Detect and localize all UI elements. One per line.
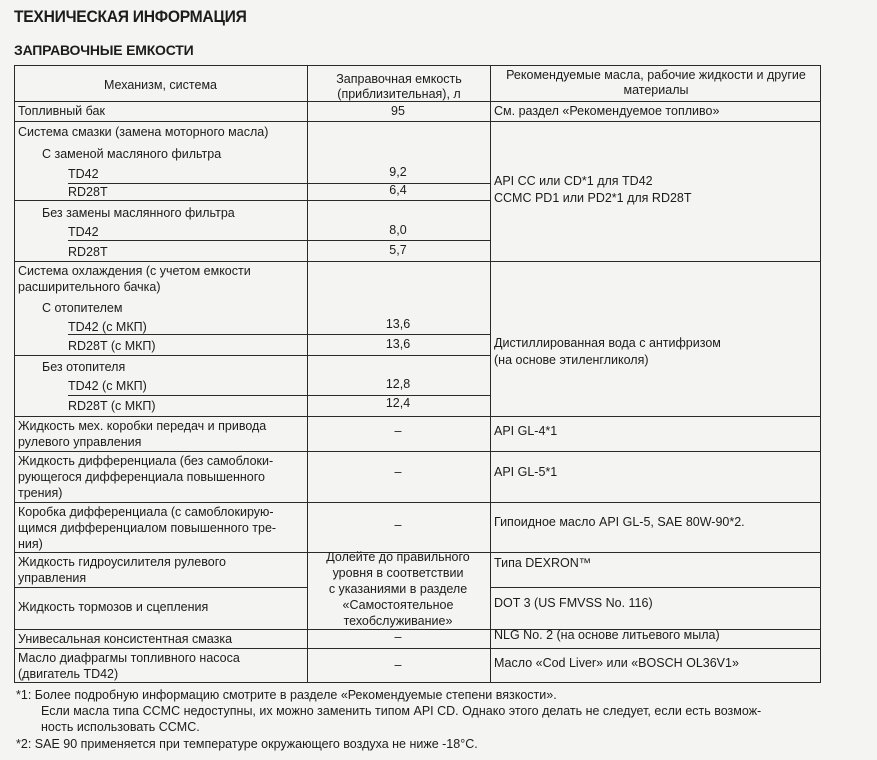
coolant-fluid-line1: Дистиллированная вода с антифризом [494,336,721,350]
rd28t-oil-capacity: 6,4 [389,183,407,197]
column-divider-1 [307,65,308,683]
row-power-steering-line2: управления [18,571,87,585]
capacities-table [14,65,821,683]
lube-fluid-td42: API CC или CD*1 для TD42 [494,174,653,188]
row-rule [14,648,821,649]
shared-capacity-line2: уровня в соответствии [332,566,464,580]
row-rule [14,261,821,262]
footnote-1 [16,687,557,704]
row-rule [14,200,490,201]
lsd-capacity: – [394,518,402,532]
column-divider-2 [490,65,491,683]
row-rd28t-mkp: RD28T (с МКП) [68,339,156,353]
td42-coolant-capacity: 13,6 [385,317,411,331]
shared-capacity-line4: «Самостоятельное [342,598,454,612]
table-border-top [14,65,821,66]
row-lsd-line1: Коробка дифференциала (с самоблокирую- [18,505,274,519]
lsd-fluid: Гипоидное масло API GL-5, SAE 80W-90*2. [494,515,745,529]
table-border-bottom [14,682,821,683]
row-rd28t-mkp: RD28T (с МКП) [68,399,156,413]
shared-capacity-line1: Долейте до правильного [326,550,470,564]
fuel-pump-fluid: Масло «Cod Liver» или «BOSCH OL36V1» [494,656,739,670]
gearbox-fluid: API GL-4*1 [494,424,558,438]
row-gearbox-line2: рулевого управления [18,435,142,449]
row-rule [490,587,821,588]
row-fuel-pump-line1: Масло диафрагмы топливного насоса [18,651,240,665]
fuel-tank-capacity: 95 [391,104,405,118]
row-rule [68,183,490,184]
row-rule [14,121,821,122]
rd28t-coolant-capacity: 13,6 [385,337,411,351]
brake-clutch-fluid: DOT 3 (US FMVSS No. 116) [494,596,653,610]
row-gearbox-line1: Жидкость мех. коробки передач и привода [18,419,267,433]
row-rd28t: RD28T [68,185,108,199]
grease-fluid: NLG No. 2 (на основе литьевого мыла) [494,628,720,642]
footnote-1-line3: ность использовать CCMC. [41,720,200,734]
section-title: ЗАПРАВОЧНЫЕ ЕМКОСТИ [14,42,194,58]
row-td42: TD42 [68,167,99,181]
row-with-heater: С отопителем [42,301,123,315]
row-differential-line3: трения) [18,486,63,500]
row-lubrication: Система смазки (замена моторного масла) [18,125,269,139]
row-rule [14,355,490,356]
row-without-heater: Без отопителя [42,360,126,374]
td42-coolant-capacity-no-heater: 12,8 [385,377,411,391]
header-rule [14,101,821,102]
row-rule [14,587,308,588]
footnote-1-line1: Более подробную информацию смотрите в разделе «Рекомендуемые степени вязкости». [34,688,557,702]
footnote-2-mark: *2: [16,737,32,751]
coolant-fluid-line2: (на основе этиленгликоля) [494,353,649,367]
fuel-tank-fluid: См. раздел «Рекомендуемое топливо» [494,104,720,118]
table-border-right [820,65,821,683]
grease-capacity: – [394,630,402,644]
footnote-2 [16,736,478,753]
row-cooling-line2: расширительного бачка) [18,280,161,294]
row-differential-line1: Жидкость дифференциала (без самоблоки- [18,454,274,468]
differential-capacity: – [394,465,402,479]
row-with-filter: С заменой масляного фильтра [42,147,222,161]
row-rule [14,416,821,417]
header-capacity: Заправочная емкость (приблизительная), л [336,72,462,101]
header-mechanism: Механизм, система [103,78,217,92]
footnote-1-line2: Если масла типа CCMC недоступны, их можно заменить типом API CD. Однако этого делать не следует, если есть возмож- [41,704,762,718]
rd28t-coolant-capacity-no-heater: 12,4 [385,396,411,410]
page-title: ТЕХНИЧЕСКАЯ ИНФОРМАЦИЯ [14,7,247,26]
differential-fluid: API GL-5*1 [494,465,558,479]
table-border-left [14,65,15,683]
footnote-2-line1: SAE 90 применяется при температуре окружающего воздуха не ниже -18°C. [34,737,478,751]
row-grease: Унивесальная консистентная смазка [18,632,233,646]
row-fuel-pump-line2: (двигатель TD42) [18,667,119,681]
power-steering-fluid: Типа DEXRON™ [494,556,592,570]
row-td42: TD42 [68,225,99,239]
footnote-1-mark: *1: [16,688,32,702]
row-lsd-line3: ния) [18,537,43,551]
row-rule [68,334,490,335]
row-lsd-line2: щимся дифференциалом повышенного тре- [18,521,277,535]
td42-oil-capacity-no-filter: 8,0 [389,223,407,237]
row-td42-mkp: TD42 (с МКП) [68,320,147,334]
row-brake-clutch: Жидкость тормозов и сцепления [18,600,209,614]
row-without-filter: Без замены маслянного фильтра [42,206,235,220]
rd28t-oil-capacity-no-filter: 5,7 [389,243,407,257]
shared-capacity-line5: техобслуживание» [343,614,453,628]
row-rule [14,502,821,503]
lube-fluid-rd28t: CCMC PD1 или PD2*1 для RD28T [494,191,692,205]
row-rule [68,395,490,396]
row-rule [68,240,490,241]
fuel-pump-capacity: – [394,658,402,672]
row-cooling-line1: Система охлаждения (с учетом емкости [18,264,251,278]
row-fuel-tank: Топливный бак [18,104,105,118]
gearbox-capacity: – [394,424,402,438]
header-fluids: Рекомендуемые масла, рабочие жидкости и другие материалы [506,68,806,97]
row-rd28t: RD28T [68,245,108,259]
shared-capacity-line3: с указаниями в разделе [328,582,468,596]
row-power-steering-line1: Жидкость гидроусилителя рулевого [18,555,226,569]
row-differential-line2: рующегося дифференциала повышенного [18,470,265,484]
row-rule [14,451,821,452]
td42-oil-capacity: 9,2 [389,165,407,179]
row-td42-mkp: TD42 (с МКП) [68,379,147,393]
